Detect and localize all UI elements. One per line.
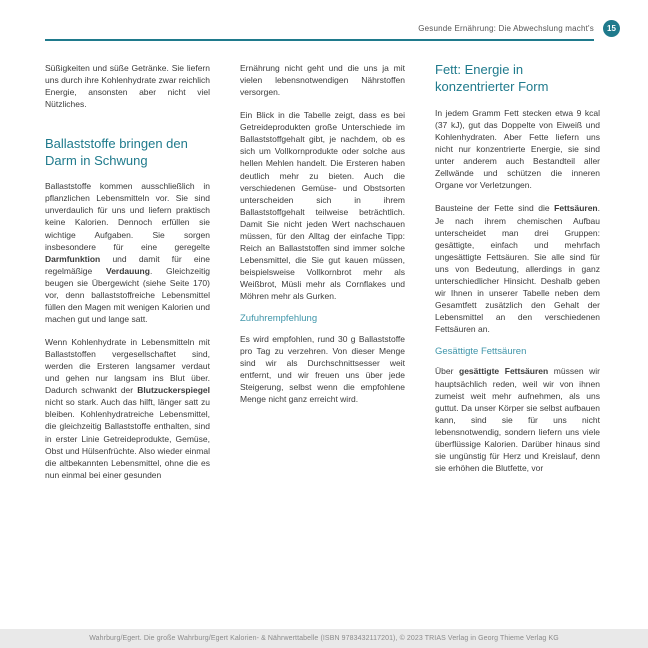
paragraph-fett-2: Bausteine der Fette sind die Fettsäuren. Je nach ihrem chemischen Aufbau unterscheidet man drei Gruppen: gesättigte, einfach und mehrfach ungesättigte Fettsäuren. Sie alle sind für uns von Bedeutung, allerdings in ganz unterschiedlicher Hinsicht. Deshalb geben wir Ihnen in unserer Tabelle neben dem Gesamtfett zusätzlich den Gehalt der Lebensmittel an den verschiedenen Fettsäuren an.	[435, 203, 600, 335]
paragraph-ballaststoffe-1: Ballaststoffe kommen ausschließlich in pflanzlichen Lebensmitteln vor. Sie sind unverdaulich für uns und liefern praktisch keine Kalorien. Dennoch erfüllen sie wichtige Aufgaben. Sie sorgen insbesondere für eine geregelte Darmfunktion und damit für eine regelmäßige Verdauung. Gleichzeitig beugen sie Übergewicht (siehe Seite 170) vor, denn ballaststoffreiche Lebensmittel füllen den Magen mit wenigen Kalorien und machen gut und lange satt.	[45, 181, 210, 324]
subheading-zufuhrempfehlung: Zufuhrempfehlung	[240, 313, 318, 325]
footer-imprint: Wahrburg/Egert. Die große Wahrburg/Egert Kalorien- & Nährwerttabelle (ISBN 9783432117201), © 2023 TRIAS Verlag in Georg Thieme Verlag KG	[89, 635, 559, 642]
footer-bar	[0, 629, 648, 648]
paragraph-gesaettigte: Über gesättigte Fettsäuren müssen wir hauptsächlich reden, weil wir von ihnen zumeist weit mehr aufnehmen, als uns guttut. Da unser Körper sie selbst aufbauen kann, sind sie für uns nicht lebensnotwendig, sondern liefern uns viele überflüssige Kalorien. Darüber hinaus sind sie ungünstig für Herz und Kreislauf, denn sie erhöhen die Blutfette, vor	[435, 366, 600, 473]
paragraph-zufuhr: Es wird empfohlen, rund 30 g Ballaststoffe pro Tag zu verzehren. Von dieser Menge sind wir als Durchschnittsesser weit entfernt, und wir freuen uns über jede Steigerung, selbst wenn die empfohlene Menge nicht ganz erreicht wird.	[240, 333, 405, 404]
page-header	[45, 20, 620, 41]
section-heading-ballaststoffe: Ballaststoffe bringen den Darm in Schwung	[45, 136, 188, 168]
column-right	[435, 62, 600, 614]
column-middle	[240, 62, 405, 614]
text-columns	[45, 62, 600, 614]
page-number-badge: 15	[603, 20, 620, 37]
section-heading-fett: Fett: Energie in konzentrierter Form	[435, 62, 549, 94]
running-head-row	[45, 20, 620, 37]
paragraph-fett-1: In jedem Gramm Fett stecken etwa 9 kcal (37 kJ), gut das Doppelte von Eiweiß und Kohlenhydraten. Aber Fette liefern uns nicht nur konzentrierte Energie, sie sind unter anderem auch Bestandteil aller Zellwände und schützen die inneren Organe vor Verletzungen.	[435, 108, 600, 191]
paragraph-tabelle: Ein Blick in die Tabelle zeigt, dass es bei Getreideprodukten große Unterschiede im Ballaststoffgehalt gibt, je nachdem, ob es sich um Vollkornprodukte oder solche aus hellen Mehlen handelt. Die Ersteren haben deutlich mehr zu bieten. Auch die verschiedenen Gemüse- und Obstsorten unterscheiden sich in ihrem Ballaststoffgehalt teilweise beträchtlich. Damit Sie nicht jeden Wert nachschauen müssen, für den Alltag der einfache Tipp: Reich an Ballaststoffen sind immer solche Lebensmittel, die Sie gut kauen müssen, beispielsweise Vollkornbrot mehr als Weißbrot, Müsli mehr als Cornflakes und Möhren mehr als Gurken.	[240, 110, 405, 302]
paragraph-sweets: Süßigkeiten und süße Getränke. Sie liefern uns durch ihre Kohlenhydrate zwar reichlich Energie, ansonsten aber nicht viel Nützliches.	[45, 63, 210, 110]
header-rule	[45, 39, 594, 41]
paragraph-continuation: Ernährung nicht geht und die uns ja mit vielen lebensnotwendigen Nährstoffen versorgen.	[240, 63, 405, 98]
running-head-title: Gesunde Ernährung: Die Abwechslung macht's	[418, 24, 594, 33]
column-left	[45, 62, 210, 614]
subheading-gesaettigte-fettsaeuren: Gesättigte Fettsäuren	[435, 346, 527, 358]
paragraph-ballaststoffe-2: Wenn Kohlenhydrate in Lebensmitteln mit Ballaststoffen vergesellschaftet sind, werden die Ersteren langsamer verdaut und gehen nur langsam ins Blut über. Dadurch schwankt der Blutzuckerspiegel nicht so stark. Auch das hilft, länger satt zu bleiben. Kohlenhydratreiche Lebensmittel, die gleichzeitig Ballaststoffe enthalten, sind in erster Linie Getreideprodukte, Gemüse, Obst und Hülsenfrüchte. Also wieder einmal die altbekannten Lebensmittel, ohne die es nun einmal bei einer gesunden	[45, 337, 210, 480]
